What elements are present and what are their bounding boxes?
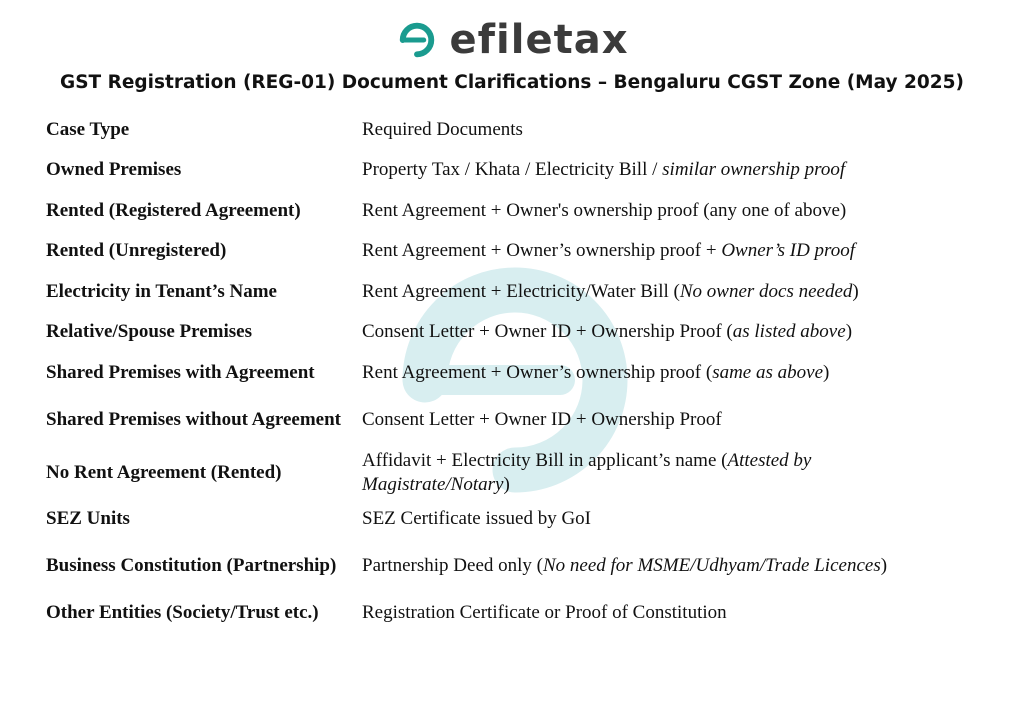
doc-text: Property Tax / Khata / Electricity Bill /: [362, 159, 663, 181]
case-type-cell: Owned Premises: [46, 159, 182, 181]
doc-text: Consent Letter + Owner ID + Ownership Proof (: [362, 321, 733, 343]
table-row: [40, 150, 968, 191]
table-row: [40, 272, 968, 313]
table-row: [40, 312, 968, 353]
required-documents-cell: [356, 499, 968, 540]
table-row: [40, 231, 968, 272]
table-row: [40, 593, 968, 634]
doc-text: ): [503, 473, 510, 495]
case-type-cell: Electricity in Tenant’s Name: [46, 280, 277, 302]
doc-text: Rent Agreement + Electricity/Water Bill (: [362, 280, 680, 302]
table-row: [40, 499, 968, 540]
doc-text: ): [852, 280, 859, 302]
case-type-cell: Shared Premises without Agreement: [46, 408, 342, 430]
required-documents-cell: [356, 353, 968, 394]
doc-text: ): [823, 361, 830, 383]
required-documents-cell: [356, 312, 968, 353]
doc-text: SEZ Certificate issued by GoI: [362, 508, 592, 530]
brand-logo: [0, 14, 1024, 66]
required-documents-cell: [356, 191, 968, 232]
doc-text: Rent Agreement + Owner’s ownership proof +: [362, 240, 722, 262]
case-type-cell: Rented (Registered Agreement): [46, 199, 301, 221]
required-documents-cell: [356, 393, 968, 446]
table-row: [40, 393, 968, 446]
doc-text: Registration Certificate or Proof of Constitution: [362, 601, 727, 623]
doc-text-italic: Attested by Magistrate/Notary: [362, 449, 812, 495]
case-type-cell: Rented (Unregistered): [46, 240, 227, 262]
doc-text-italic: Owner’s ID proof: [721, 240, 856, 262]
table-header-row: [40, 110, 968, 150]
page-title: GST Registration (REG-01) Document Clarifications – Bengaluru CGST Zone (May 2025): [60, 72, 964, 93]
documents-table: [40, 110, 968, 633]
required-documents-cell: [356, 593, 968, 634]
doc-text: Affidavit + Electricity Bill in applicant’s name (: [362, 449, 728, 471]
brand-name: efiletax: [449, 17, 629, 63]
required-documents-cell: [356, 231, 968, 272]
doc-text: Rent Agreement + Owner's ownership proof (any one of above): [362, 199, 847, 221]
table-row: [40, 446, 968, 499]
table-row: [40, 540, 968, 593]
doc-text-italic: No owner docs needed: [679, 280, 853, 302]
doc-text: Partnership Deed only (: [362, 555, 543, 576]
case-type-cell: SEZ Units: [46, 508, 130, 530]
doc-text-italic: No need for MSME/Udhyam/Trade Licences: [542, 555, 881, 576]
doc-text: Consent Letter + Owner ID + Ownership Proof: [362, 408, 722, 430]
case-type-cell: Shared Premises with Agreement: [46, 361, 315, 383]
table-row: [40, 353, 968, 394]
efiletax-logo-icon: [396, 19, 438, 61]
required-documents-cell: [356, 272, 968, 313]
doc-text-italic: similar ownership proof: [662, 159, 846, 181]
required-documents-cell: [356, 150, 968, 191]
case-type-cell: Relative/Spouse Premises: [46, 321, 252, 343]
case-type-cell: Business Constitution (Partnership): [46, 555, 337, 576]
column-header-case-type: Case Type: [46, 119, 130, 140]
doc-text-italic: same as above: [712, 361, 823, 383]
case-type-cell: No Rent Agreement (Rented): [46, 461, 282, 483]
case-type-cell: Other Entities (Society/Trust etc.): [46, 601, 319, 623]
doc-text: Rent Agreement + Owner’s ownership proof (: [362, 361, 713, 383]
doc-text: ): [880, 555, 888, 576]
column-header-required-documents: Required Documents: [362, 119, 523, 140]
doc-text: ): [845, 321, 853, 343]
required-documents-cell: [356, 540, 968, 593]
required-documents-cell: [356, 446, 968, 499]
table-row: [40, 191, 968, 232]
doc-text-italic: as listed above: [732, 321, 846, 343]
